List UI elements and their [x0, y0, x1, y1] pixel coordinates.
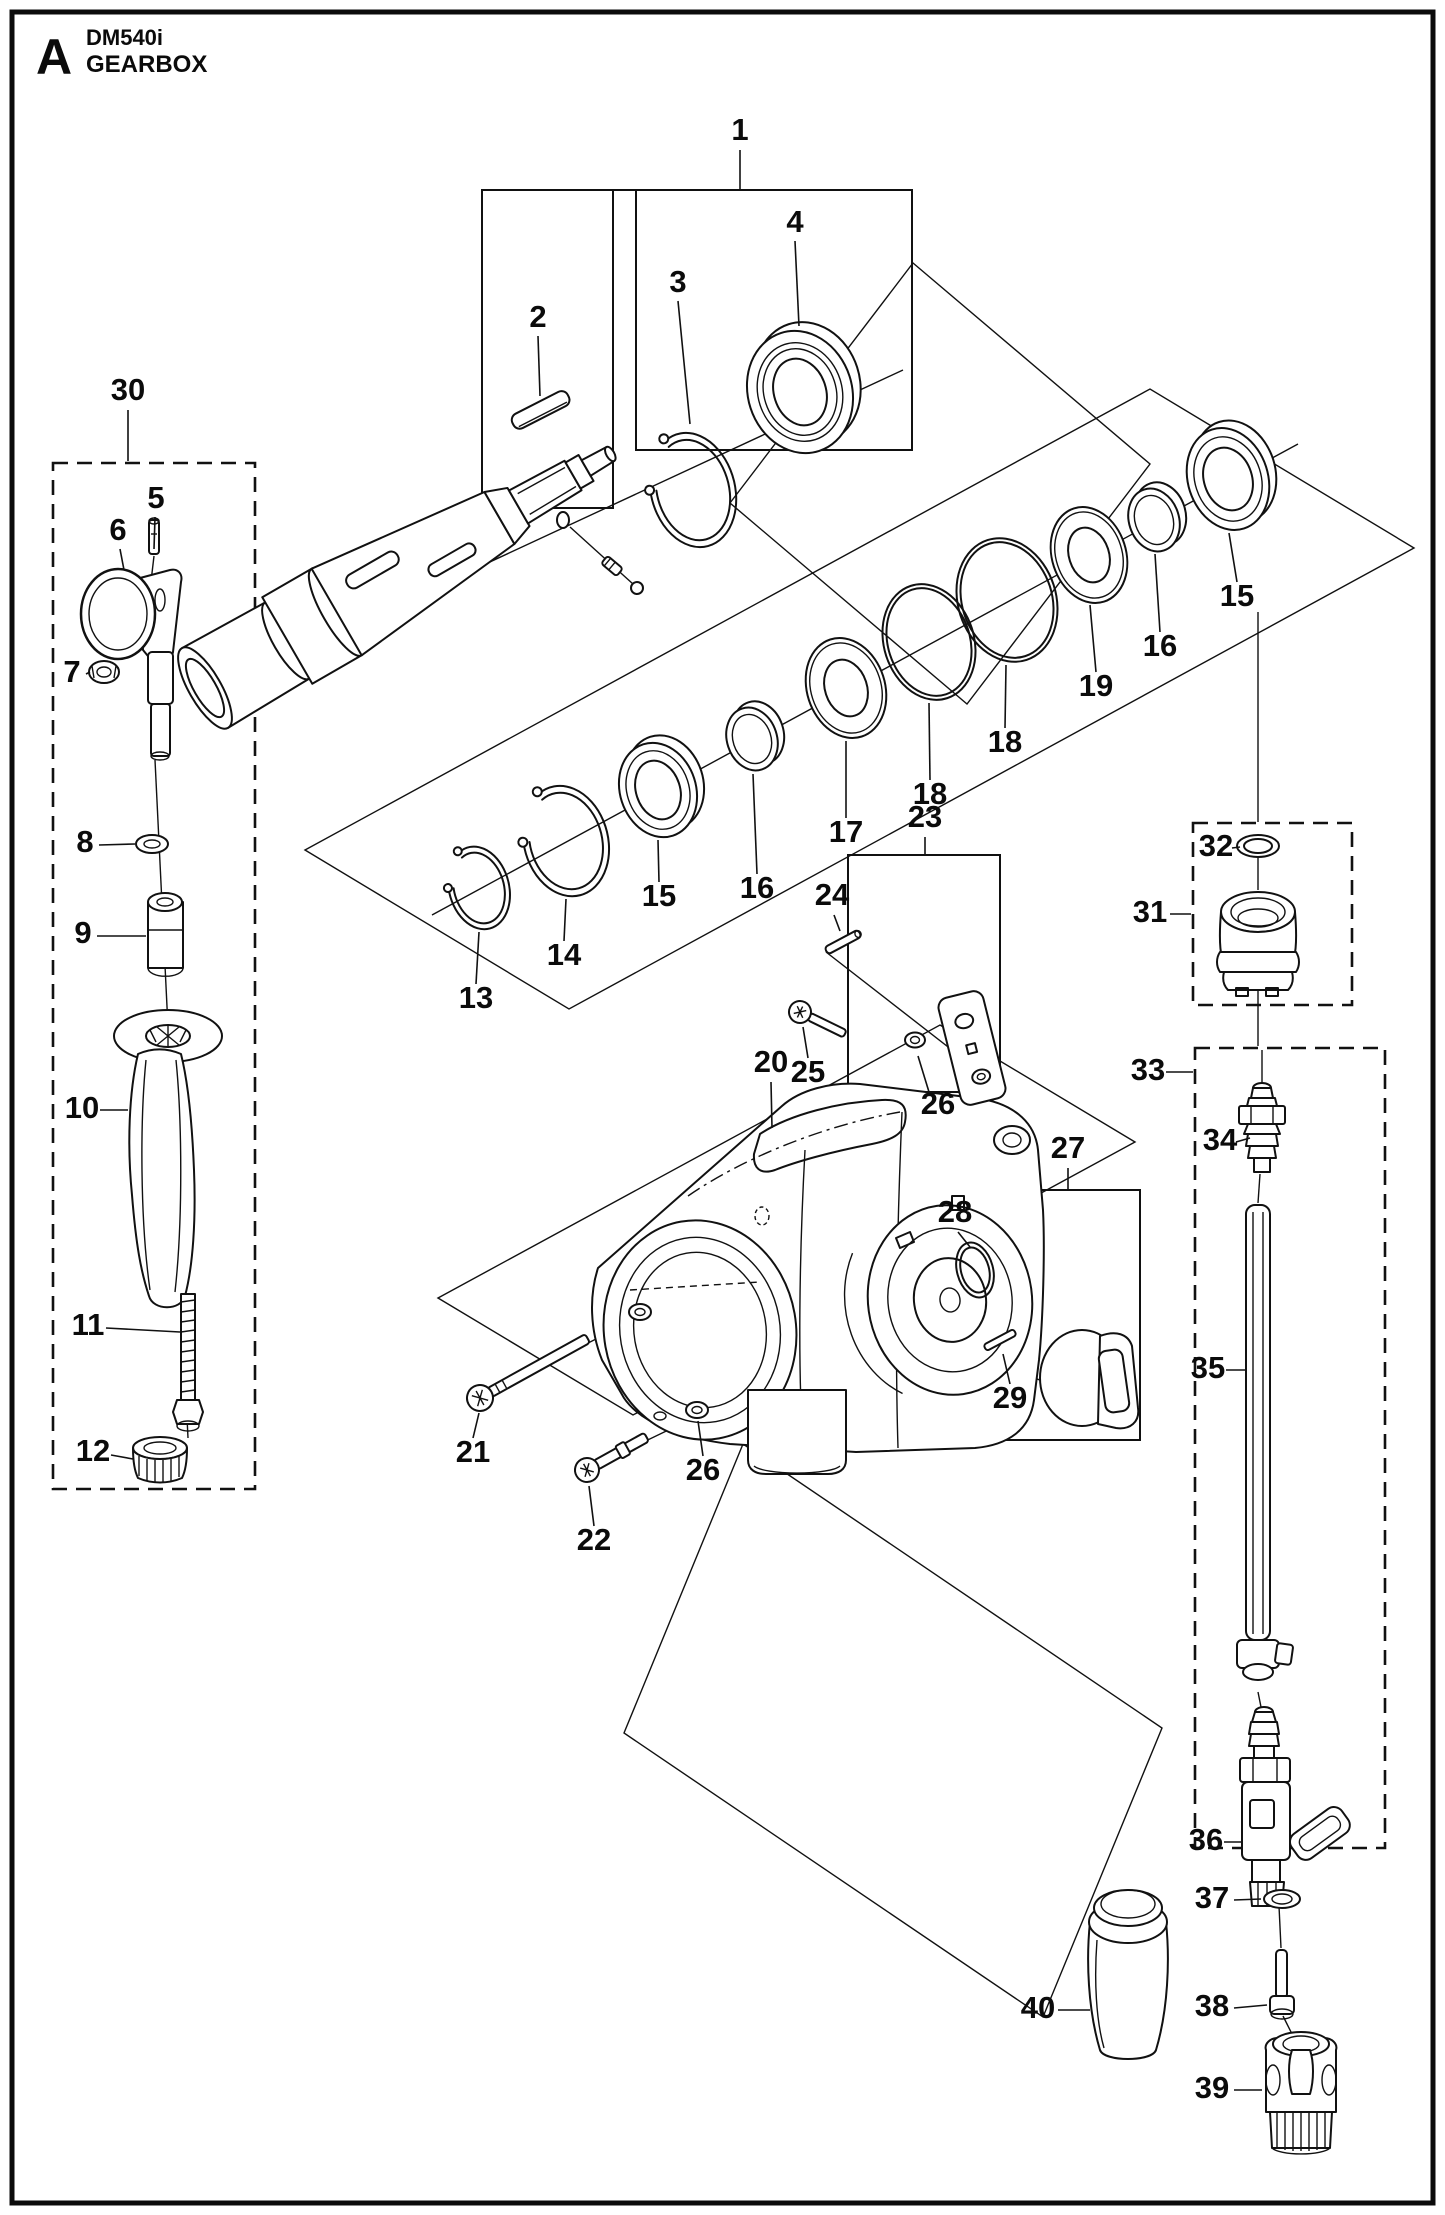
callout-10: 10 — [64, 1090, 100, 1125]
water-kit — [1088, 835, 1354, 2154]
callout-6: 6 — [109, 512, 127, 547]
shaft-set-screw-hole — [557, 512, 569, 528]
page-border — [12, 12, 1433, 2203]
callout-30: 30 — [110, 372, 146, 407]
part-39-connector — [1266, 2032, 1337, 2154]
callout-8-leader — [99, 844, 135, 845]
callout-4-leader — [795, 241, 799, 326]
callout-25: 25 — [790, 1054, 826, 1089]
callout-5: 5 — [147, 480, 165, 515]
callout-35: 35 — [1190, 1350, 1226, 1385]
callout-14-leader — [564, 899, 566, 941]
part-22-bolt — [571, 1427, 653, 1487]
callout-12-leader — [111, 1455, 133, 1459]
callout-22-leader — [589, 1486, 594, 1526]
callout-18a-leader — [929, 703, 930, 780]
callout-16b-leader — [1155, 554, 1160, 632]
callout-19-leader — [1090, 605, 1096, 672]
callout-13-leader — [476, 932, 479, 984]
part-9-spacer — [148, 893, 183, 976]
part-4-bearing — [730, 308, 879, 467]
part-20-gearbox-housing — [586, 1084, 1044, 1474]
part-3-snap-ring — [632, 420, 748, 558]
section-name: GEARBOX — [86, 51, 208, 78]
callout-24: 24 — [814, 877, 850, 912]
callout-27: 27 — [1050, 1130, 1086, 1165]
callout-21: 21 — [455, 1434, 491, 1469]
part-11-screw — [173, 1294, 203, 1431]
assembly-33-box — [1195, 1048, 1385, 1848]
part-8-washer — [136, 835, 168, 853]
callout-40: 40 — [1020, 1990, 1056, 2025]
callout-29: 29 — [992, 1380, 1028, 1415]
assembly-boxes — [53, 190, 1385, 1848]
callout-37-leader — [1234, 1899, 1261, 1900]
part-32-o-ring — [1237, 835, 1279, 857]
callout-33: 33 — [1130, 1052, 1166, 1087]
part-15-bearing-seal-2 — [1172, 410, 1290, 541]
callout-23: 23 — [907, 799, 943, 834]
callout-7: 7 — [63, 654, 81, 689]
callout-34: 34 — [1202, 1122, 1238, 1157]
callout-20-leader — [771, 1082, 772, 1128]
callout-18b-leader — [1005, 665, 1006, 728]
axis-set-screw — [570, 527, 633, 584]
callout-15a-leader — [658, 840, 659, 882]
axis-tube-top — [1258, 1174, 1260, 1203]
part-19-washer — [1039, 497, 1140, 613]
callout-8: 8 — [76, 824, 94, 859]
part-31-adapter — [1217, 892, 1299, 996]
callout-36: 36 — [1188, 1822, 1224, 1857]
callout-4: 4 — [786, 204, 804, 239]
callout-32: 32 — [1198, 828, 1234, 863]
callout-26a: 26 — [920, 1086, 956, 1121]
part-13-snap-ring — [435, 837, 519, 938]
part-26-washer-a — [905, 1033, 925, 1048]
callout-16a: 16 — [739, 870, 775, 905]
callout-11-leader — [106, 1328, 180, 1332]
page-letter: A — [36, 29, 73, 85]
callout-5-leader — [154, 517, 155, 549]
callout-1: 1 — [731, 112, 749, 147]
part-24-pin — [824, 929, 862, 954]
title-block — [36, 25, 207, 85]
part-16-ring-2 — [1119, 476, 1195, 559]
part-26-washer-mid — [629, 1304, 651, 1320]
part-1-spindle-shaft — [166, 409, 643, 740]
callout-15b: 15 — [1219, 578, 1255, 613]
part-37-washer — [1264, 1890, 1300, 1908]
callout-12: 12 — [75, 1433, 111, 1468]
callout-3-leader — [678, 301, 690, 424]
callout-22: 22 — [576, 1522, 612, 1557]
model-name: DM540i — [86, 25, 164, 50]
callout-38-leader — [1234, 2005, 1267, 2008]
callout-31: 31 — [1132, 894, 1168, 929]
callout-24-leader — [834, 915, 840, 931]
part-36-valve — [1240, 1707, 1354, 1906]
callout-11: 11 — [71, 1307, 105, 1342]
part-7-nut — [89, 661, 119, 683]
part-35-tube — [1237, 1205, 1293, 1680]
part-26-washer-c — [686, 1402, 708, 1418]
panel-plane-bottom — [624, 1398, 1162, 2017]
callout-14: 14 — [546, 937, 582, 972]
callout-15b-leader — [1229, 533, 1237, 582]
callout-28: 28 — [937, 1194, 973, 1229]
axis-washer-37 — [1279, 1906, 1281, 1948]
callout-26c: 26 — [685, 1452, 721, 1487]
callout-39: 39 — [1194, 2070, 1230, 2105]
callout-2-leader — [538, 336, 540, 396]
part-12-cap-nut — [133, 1437, 187, 1483]
part-21-bolt — [462, 1327, 594, 1416]
part-40-grip — [1088, 1890, 1168, 2059]
callout-3: 3 — [669, 264, 687, 299]
callout-9: 9 — [74, 915, 92, 950]
callout-16a-leader — [753, 774, 757, 874]
callout-20: 20 — [753, 1044, 789, 1079]
callout-15a: 15 — [641, 878, 677, 913]
callout-16b: 16 — [1142, 628, 1178, 663]
part-16-ring — [717, 695, 793, 778]
callout-13: 13 — [458, 980, 494, 1015]
part-34-fitting — [1239, 1083, 1285, 1172]
callout-17: 17 — [828, 814, 864, 849]
knob — [1040, 1330, 1138, 1428]
callout-18b: 18 — [987, 724, 1023, 759]
callout-18a: 18 — [912, 776, 948, 811]
callout-2: 2 — [529, 299, 547, 334]
callout-37: 37 — [1194, 1880, 1230, 1915]
callout-19: 19 — [1078, 668, 1114, 703]
part-38-pin — [1270, 1950, 1294, 2019]
callout-38: 38 — [1194, 1988, 1230, 2023]
part-14-snap-ring — [506, 773, 621, 907]
part-10-handle-grip — [114, 1010, 222, 1307]
callout-6-leader — [120, 549, 124, 570]
part-15-bearing-seal — [605, 725, 717, 847]
steel-ball — [631, 582, 643, 594]
part-25-bolt — [785, 997, 849, 1044]
set-screw — [601, 556, 623, 577]
